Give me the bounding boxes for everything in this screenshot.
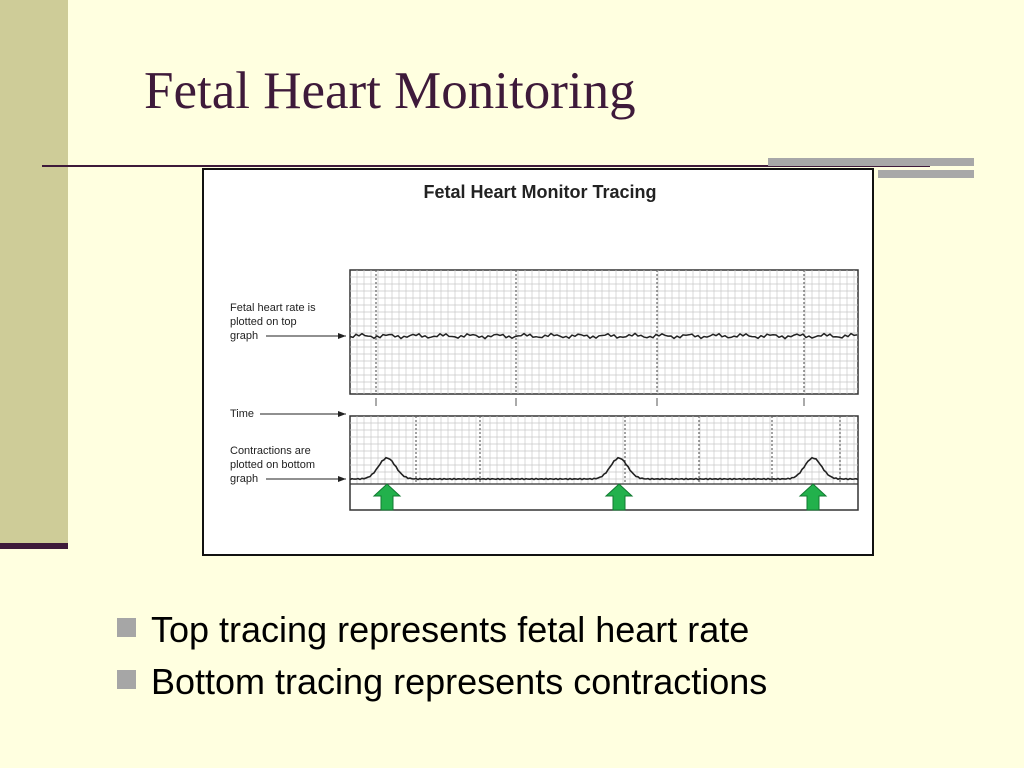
time-label: Time xyxy=(230,408,255,420)
heart-rate-strip xyxy=(350,270,858,394)
bullet-item xyxy=(117,656,767,708)
sidebar-edge-decoration xyxy=(0,543,68,549)
bullet-list xyxy=(117,604,767,708)
contraction-strip xyxy=(350,416,858,510)
square-bullet-icon xyxy=(117,618,136,637)
slide-title: Fetal Heart Monitoring xyxy=(144,62,636,120)
heart-rate-label: Fetal heart rate is plotted on top graph xyxy=(230,302,316,342)
time-band xyxy=(350,396,858,416)
square-bullet-icon xyxy=(117,670,136,689)
accent-bar-bottom xyxy=(878,170,974,178)
bullet-text: Bottom tracing represents contractions xyxy=(151,661,768,702)
bullet-text: Top tracing represents fetal heart rate xyxy=(151,609,750,650)
figure-title: Fetal Heart Monitor Tracing xyxy=(423,182,657,202)
fetal-monitor-figure xyxy=(202,168,874,556)
accent-bar-top xyxy=(768,158,974,166)
bullet-item xyxy=(117,604,767,656)
contractions-label: Contractions are plotted on bottom graph xyxy=(230,445,316,485)
fetal-monitor-diagram xyxy=(204,170,876,558)
sidebar-decoration xyxy=(0,0,68,545)
